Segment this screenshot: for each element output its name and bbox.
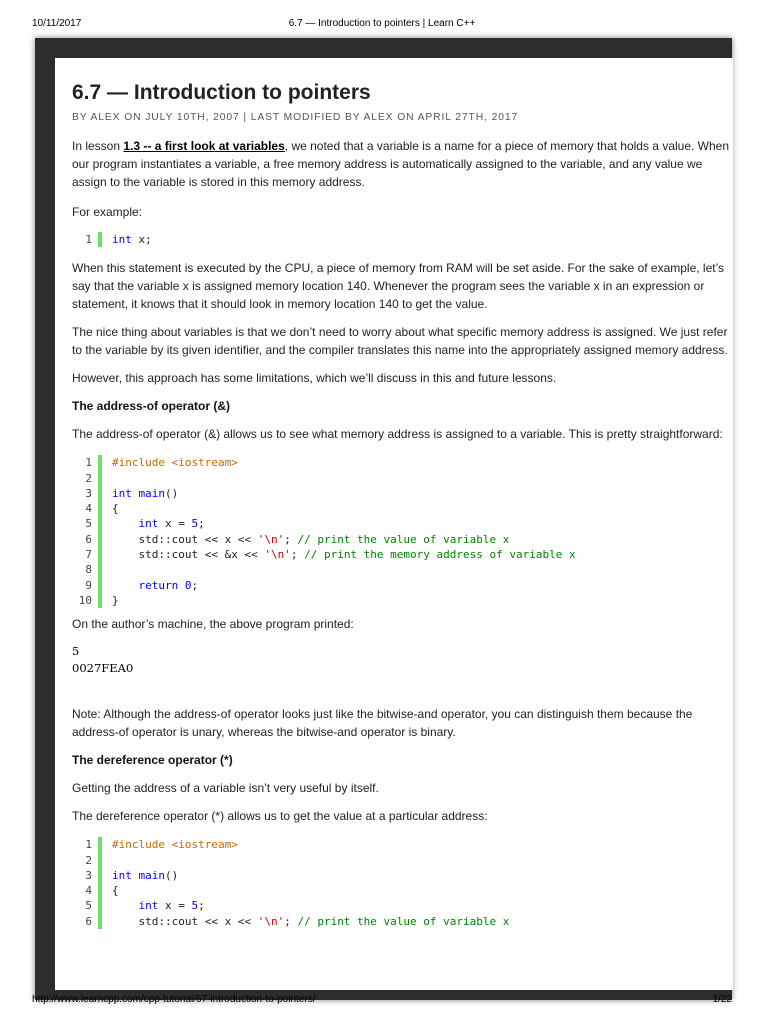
paragraph-note: Note: Although the address-of operator looks just like the bitwise-and operator, you can distinguish them because the address-of operator is unary, whereas the bitwise-and operator is binary. <box>72 707 693 740</box>
code-token: { <box>112 884 119 898</box>
code-token: ; <box>198 899 205 913</box>
line-number: 3 <box>85 868 92 882</box>
code-token: // print the value of variable x <box>297 532 510 546</box>
code-source <box>102 232 152 247</box>
code-line <box>112 232 152 247</box>
paragraph-execute: When this statement is executed by the CPU, a piece of memory from RAM will be set aside. For the sake of example, let’s say that the variable x is assigned memory location 140. Whenever the program sees the variable x in an expression or statement, it knows that it should look in memory location 140 to get the value. <box>72 261 725 312</box>
line-number: 9 <box>85 578 92 592</box>
print-date: 10/11/2017 <box>32 18 82 29</box>
code-line-numbers <box>72 232 102 247</box>
line-number: 6 <box>85 532 92 546</box>
article-title: 6.7 — Introduction to pointers <box>72 81 371 104</box>
intro-text-before: In lesson <box>72 139 124 153</box>
code-line <box>112 914 509 929</box>
code-token: #include <iostream> <box>112 838 238 852</box>
line-number: 5 <box>85 899 92 913</box>
code-block-1 <box>72 232 733 247</box>
code-token: int <box>112 486 132 500</box>
code-line-numbers <box>72 455 102 608</box>
line-number: 1 <box>85 233 92 246</box>
heading-dereference: The dereference operator (*) <box>72 753 233 768</box>
code-token: () <box>165 486 179 500</box>
code-token: ; <box>198 517 205 531</box>
code-token: ; <box>284 532 298 546</box>
output-line: 0027FEA0 <box>72 661 134 676</box>
code-token: ; <box>284 914 298 928</box>
print-header <box>32 18 732 32</box>
code-token: std::cout << x << <box>112 532 258 546</box>
code-token: return <box>138 578 179 592</box>
line-number: 4 <box>85 884 92 898</box>
code-token: std::cout << &x << <box>112 548 265 562</box>
code-token: int <box>112 868 132 882</box>
paragraph-printed: On the author’s machine, the above program printed: <box>72 617 354 632</box>
line-number: 4 <box>85 502 92 516</box>
article-body <box>72 80 733 929</box>
code-token: ; <box>290 548 305 562</box>
code-line <box>112 516 576 531</box>
line-number: 1 <box>85 838 92 852</box>
line-number: 5 <box>85 517 92 531</box>
code-token: () <box>165 868 179 882</box>
code-token <box>112 579 139 592</box>
print-page-number: 1/22 <box>712 994 732 1005</box>
intro-text-after: , we noted that a variable is a name for a piece of memory that holds a value. When our program instantiates a variable, a free memory address is automatically assigned to the variable, and any value we assign to the variable is stored in this memory address. <box>72 139 730 189</box>
code-token: } <box>112 593 119 607</box>
line-number: 2 <box>85 471 92 485</box>
code-token: int <box>112 233 132 246</box>
code-token <box>112 899 139 912</box>
code-token: // print the value of variable x <box>297 914 510 928</box>
code-token: '\n' <box>257 532 285 546</box>
code-token <box>132 869 139 882</box>
code-line <box>112 532 576 547</box>
line-number: 2 <box>85 853 92 867</box>
code-source <box>102 837 509 929</box>
code-token: ; <box>191 578 199 592</box>
line-number: 6 <box>85 914 92 928</box>
output-line: 5 <box>72 644 80 659</box>
program-output <box>72 643 733 677</box>
code-token <box>132 487 139 500</box>
code-token: main <box>138 486 165 500</box>
print-url: http://www.learncpp.com/cpp-tutorial/67-introduction-to-pointers/ <box>32 994 316 1005</box>
code-token: '\n' <box>257 914 285 928</box>
code-token: 5 <box>191 899 199 913</box>
code-line <box>112 868 509 883</box>
print-page-title: 6.7 — Introduction to pointers | Learn C++ <box>288 18 476 29</box>
code-token <box>112 517 139 530</box>
code-line <box>112 898 509 913</box>
code-token: // print the memory address of variable x <box>304 548 576 562</box>
line-number: 1 <box>85 456 92 470</box>
code-token: int <box>138 899 159 913</box>
paragraph-variables: The nice thing about variables is that we don’t need to worry about what specific memory address is assigned. We just refer to the variable by its given identifier, and the compiler translates this name into the appropriately assigned memory address. <box>72 325 728 358</box>
code-line <box>112 593 576 608</box>
print-footer <box>32 994 732 1008</box>
code-line-numbers <box>72 837 102 929</box>
intro-paragraph <box>72 137 732 191</box>
line-number: 3 <box>85 486 92 500</box>
code-token: { <box>112 502 119 516</box>
code-token: int <box>138 517 159 531</box>
code-token: 0 <box>184 578 192 592</box>
code-token: std::cout << x << <box>112 914 258 928</box>
article-byline: BY ALEX ON JULY 10TH, 2007 | LAST MODIFIED BY ALEX ON APRIL 27TH, 2017 <box>72 112 519 123</box>
code-token: x = <box>158 899 192 913</box>
code-line <box>112 853 509 868</box>
code-token: #include <iostream> <box>112 456 238 470</box>
code-token: x = <box>158 517 192 531</box>
code-token: '\n' <box>264 548 291 562</box>
code-line <box>112 486 576 501</box>
code-token: main <box>138 868 165 882</box>
code-line <box>112 883 509 898</box>
code-line <box>112 501 576 516</box>
code-line <box>112 471 576 486</box>
paragraph-limitations: However, this approach has some limitations, which we’ll discuss in this and future lessons. <box>72 371 557 386</box>
paragraph-dereference-1: Getting the address of a variable isn’t very useful by itself. <box>72 781 379 796</box>
code-block-2 <box>72 455 733 608</box>
code-line <box>112 455 576 470</box>
for-example-text: For example: <box>72 205 143 219</box>
code-line <box>112 837 509 852</box>
heading-address-of: The address-of operator (&) <box>72 399 231 414</box>
paragraph-dereference-2: The dereference operator (*) allows us to get the value at a particular address: <box>72 809 488 824</box>
code-line <box>112 547 576 562</box>
line-number: 10 <box>78 593 92 607</box>
article-container <box>55 58 733 990</box>
line-number: 8 <box>85 563 92 577</box>
code-token: x; <box>131 233 152 246</box>
lesson-link[interactable]: 1.3 -- a first look at variables <box>123 139 285 153</box>
code-line <box>112 578 576 593</box>
code-block-3 <box>72 837 733 929</box>
code-token: 5 <box>191 517 199 531</box>
paragraph-address-of: The address-of operator (&) allows us to see what memory address is assigned to a variable. This is pretty straightforward: <box>72 427 723 442</box>
code-source <box>102 455 576 608</box>
code-line <box>112 562 576 577</box>
code-token <box>178 579 185 592</box>
line-number: 7 <box>85 548 92 562</box>
